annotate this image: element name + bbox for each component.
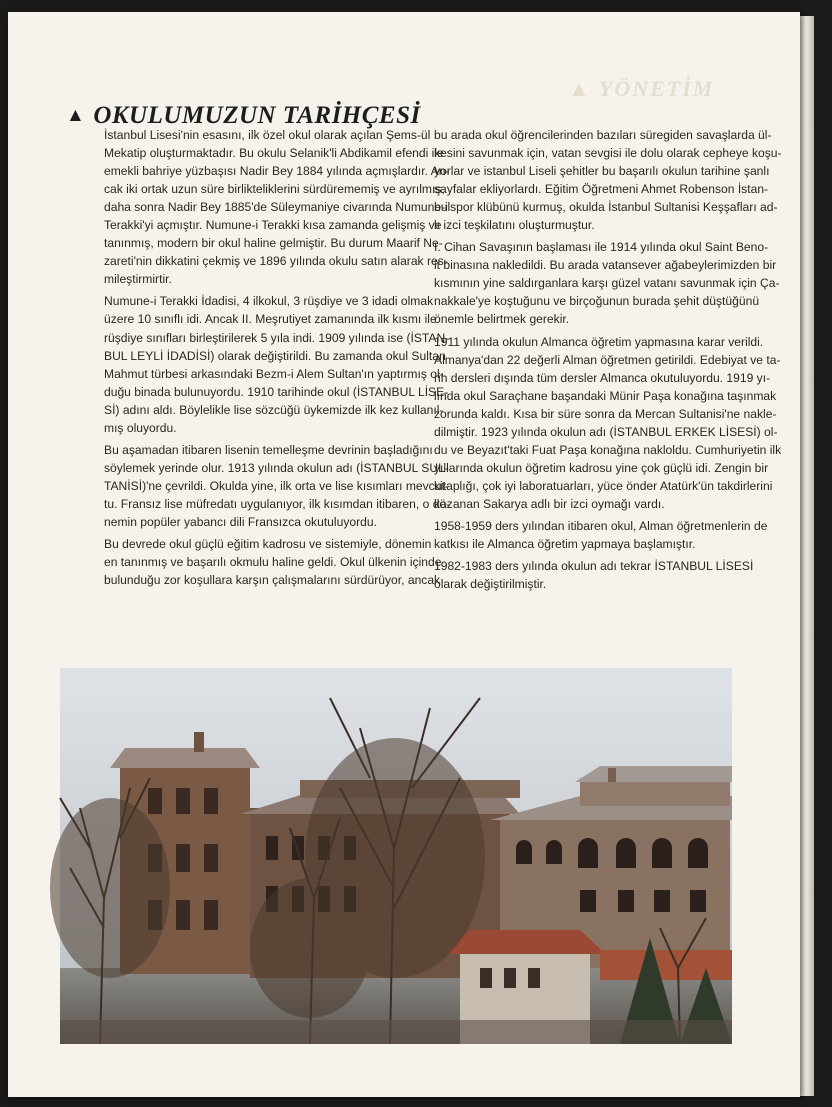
text-line: duğu binada bulunuyordu. 1910 tarihinde okul (İSTANBUL LİSE- (104, 384, 449, 399)
text-line: katkısı ile Almanca öğretim yapmaya başlamıştır. (434, 537, 696, 552)
text-line: kesini savunmak için, vatan sevgisi ile dolu olarak cepheye koşu- (434, 146, 782, 161)
paragraph (86, 441, 451, 531)
text-line: söylemek yerinde olur. 1913 yılında okulun adı (İSTANBUL SUL- (104, 460, 449, 475)
text-line: cak iki ortak uzun süre birlikteliklerini sürdürememiş ve ayrılmış, (104, 182, 445, 197)
text-line: TANİSİ)'ne çevrildi. Okulda yine, ilk orta ve lise kısımları mevcut- (104, 478, 449, 493)
foreground-shade (60, 1020, 732, 1044)
text-line: Sİ) adını aldı. Böylelikle lise sözcüğü üykemizde ilk kez kullanıl- (104, 402, 444, 417)
left-text-column (86, 126, 451, 593)
text-line: Mahmut türbesi arkasındaki Bezm-i Alem Sultan'ın yaptırmış ol- (104, 366, 444, 381)
text-line: zareti'nin dikkatini çekmiş ve 1896 yılında okulu satın alarak res- (104, 254, 448, 269)
text-line: bulunduğu zor koşullara karşın çalışmalarını sürdürüyor, ancak (104, 573, 441, 588)
text-line: dilmiştir. 1923 yılında okulun adı (İSTANBUL ERKEK LİSESİ) ol- (434, 424, 778, 439)
text-line: Terakki'yi açmıştır. Numune-i Terakki kısa zamanda gelişmiş ve (104, 218, 442, 233)
right-text-column (416, 126, 782, 597)
text-line: Mekatip oluşturmaktadır. Bu okulu Selanik'li Abdikamil efendi ile (104, 146, 444, 161)
paragraph (416, 238, 780, 328)
text-line: rih dersleri dışında tüm dersler Almanca okutuluyordu. 1919 yı- (434, 370, 771, 385)
school-building-photo (60, 668, 732, 1044)
text-line: olarak değiştirilmiştir. (434, 577, 547, 592)
text-line: mileştirmirtir. (104, 272, 172, 287)
text-line: Almanya'dan 22 değerli Alman öğretmen getirildi. Edebiyat ve ta- (434, 352, 781, 367)
text-line: tu. Fransız lise müfredatı uygulanıyor, ilk kısımdan itibaren, o dö- (104, 496, 451, 511)
text-line: kısmının yine saldırganlara karşı güzel vatanı savunmak için Ça- (434, 276, 780, 291)
text-line: Bu aşamadan itibaren lisenin temelleşme devrinin başladığını (104, 442, 433, 457)
text-line: 1958-1959 ders yılından itibaren okul, Alman öğretmenlerin de (434, 518, 768, 533)
text-line: daha sonra Nadir Bey 1885'de Süleymaniye civarında Numune-i (104, 200, 448, 215)
text-line: nemin popüler yabancı dili Fransızca okutuluyordu. (104, 514, 377, 529)
text-line: rüşdiye sınıfları birleştirilerek 5 yıla indi. 1909 yılında ise (İSTAN- (104, 330, 450, 345)
page-edge-stack (800, 16, 814, 1096)
text-line: 1911 yılında okulun Almanca öğretim yapmasına karar verildi. (434, 334, 764, 349)
text-line: lı izci teşkilatını oluşturmuştur. (434, 218, 595, 233)
text-line: BUL LEYLİ İDADİSİ) olarak değiştirildi. Bu zamanda okul Sultan (104, 348, 446, 363)
school-building-illustration (60, 668, 732, 1044)
text-line: sayfalar ekliyorlardı. Eğitim Öğretmeni Ahmet Robenson İstan- (434, 182, 769, 197)
text-line: nakkale'ye koştuğunu ve birçoğunun burada şehit düştüğünü (434, 294, 760, 309)
paragraph (416, 126, 782, 234)
text-line: lında okul Saraçhane başandaki Münir Paşa konağına taşınmak (434, 388, 777, 403)
paragraph (416, 557, 754, 593)
triangle-marker-icon: ▲ (66, 105, 86, 126)
text-line: en tanınmış ve başarılı okmulu haline geldi. Okul ülkenin içinde (104, 555, 442, 570)
text-line: zorunda kaldı. Kısa bir süre sonra da Mercan Sultanisi'ne nakle- (434, 406, 777, 421)
text-line: mış oluyordu. (104, 420, 177, 435)
text-line: Numune-i Terakki İdadisi, 4 ilkokul, 3 rüşdiye ve 3 idadi olmak (104, 294, 434, 309)
paragraph (416, 517, 768, 553)
text-line: kitaplığı, çok iyi laboratuarları, yüce önder Atatürk'ün takdirlerini (434, 478, 773, 493)
text-line: du ve Beyazıt'taki Fuat Paşa konağına nakloldu. Cumhuriyetin ilk (434, 442, 782, 457)
paragraph (86, 126, 450, 288)
text-line: kazanan Sakarya adlı bir izci oymağı vardı. (434, 496, 665, 511)
article-title-text: OKULUMUZUN TARİHÇESİ (93, 102, 421, 129)
text-line: yıllarında okulun öğretim kadrosu yine çok güçlü idi. Zengin bir (434, 460, 769, 475)
text-line: bulspor klübünü kurmuş, okulda İstanbul Sultanisi Keşşafları ad- (434, 200, 778, 215)
text-line: it binasına nakledildi. Bu arada vatansever ağabeylerimizden bir (434, 258, 777, 273)
text-line: tanınmış, modern bir okul haline gelmiştir. Bu durum Maarif Ne- (104, 236, 443, 251)
paragraph (416, 333, 782, 513)
text-line: önemle belirtmek gerekir. (434, 312, 570, 327)
text-line: İstanbul Lisesi'nin esasını, ilk özel okul olarak açılan Şems-ül (104, 128, 431, 142)
text-line: I. Cihan Savaşının başlaması ile 1914 yılında okul Saint Beno- (434, 240, 769, 255)
show-through-heading: ▲ YÖNETİM (568, 76, 715, 101)
text-line: 1982-1983 ders yılında okulun adı tekrar İSTANBUL LİSESİ (434, 559, 754, 574)
text-line: bu arada okul öğrencilerinden bazıları süregiden savaşlarda ül- (434, 128, 772, 142)
text-line: yorlar ve istanbul Liseli şehitler bu başarılı okulun tarihine şanlı (434, 164, 770, 179)
paragraph (86, 292, 450, 436)
paragraph (86, 535, 442, 589)
text-line: emekli bahriye yüzbaşısı Nadir Bey 1884 yılında açmışlardır. An- (104, 164, 450, 179)
text-line: üzere 10 sınıflı idi. Ancak II. Meşrutiyet zamanında ilk kısmı ile (104, 312, 437, 327)
text-line: Bu devrede okul güçlü eğitim kadrosu ve sistemiyle, dönemin (104, 537, 432, 552)
